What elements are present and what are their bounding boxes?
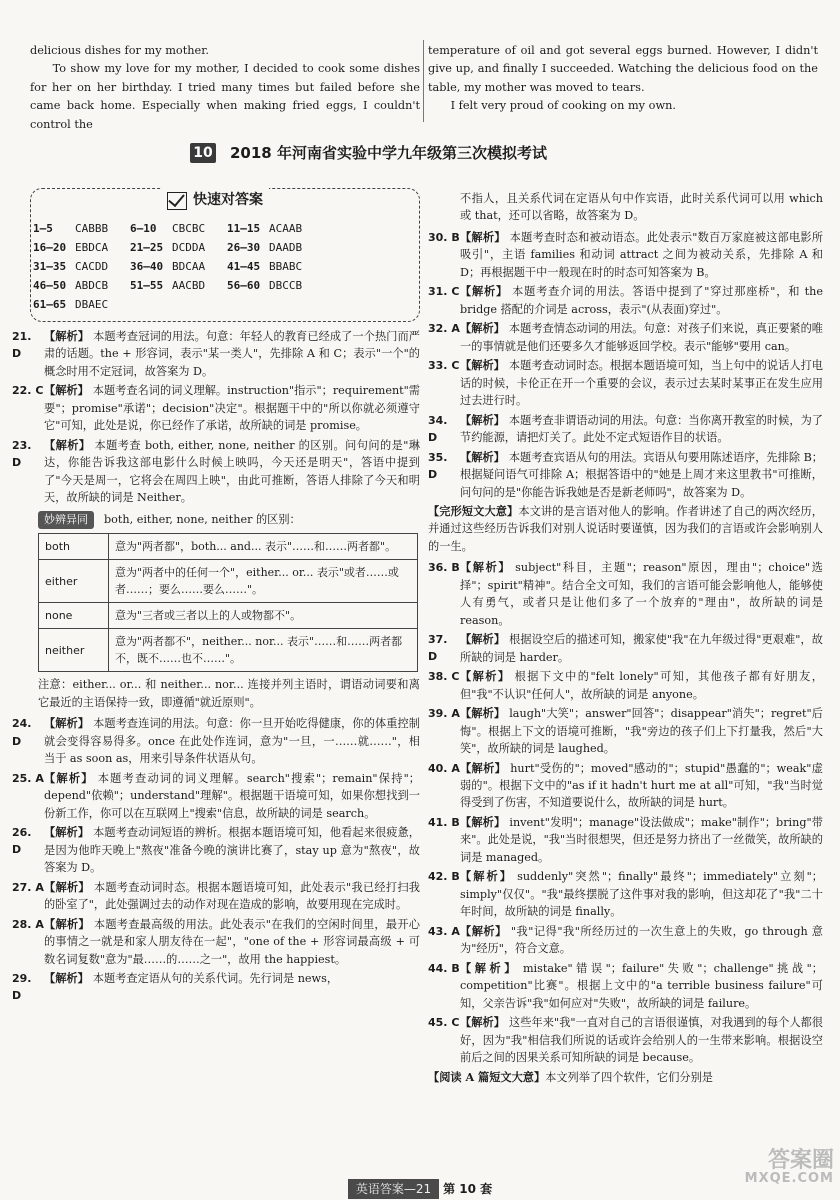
question-explanation	[460, 449, 823, 501]
table-meaning: 意为"两者中的任何一个"，either... or... 表示"或者……或者……；要么……要么……"。	[109, 560, 418, 603]
explanation-text: 根据设空后的描述可知，搬家使"我"在九年级过得"更艰难"，故所缺的词是 harder。	[460, 633, 823, 664]
answer-row	[33, 295, 419, 314]
left-column	[12, 328, 420, 1006]
answer-range: 6—10	[130, 222, 157, 235]
question-number: 35. D	[428, 450, 448, 481]
explanation-tag: 【解析】	[460, 869, 514, 884]
explanation-text: 本题考查名词的词义理解。instruction"指示"；requirement"需要"；promise"承诺"；decision"决定"。根据题干中的"所以你就必须遵守它"可知，此处是说，你已经作了承诺，故所缺的词是 promise。	[44, 384, 420, 433]
explanation-text: laugh"大笑"；answer"回答"；disappear"消失"；regret"后悔"。根据上下文的语境可推断，"我"旁边的孩子们上下打量我，然后"大笑"，故所缺的词是 laughed。	[460, 707, 823, 756]
answer-cell	[227, 257, 324, 276]
explanation-text: hurt"受伤的"；moved"感动的"；stupid"愚蠢的"；weak"虚弱的"。根据下文中的"as if it hadn't hurt me at all"可知，"我"当时觉得受到了伤害，不知道要说什么，故所缺的词是 hurt。	[460, 761, 823, 810]
question-number: 36. B	[428, 561, 460, 575]
table-meaning: 意为"三者或三者以上的人或物都不"。	[109, 603, 418, 629]
question-item	[12, 715, 420, 767]
explanation-text: 根据下文中的"felt lonely"可知，其他孩子都有好朋友，但"我"不认识"任何人"，故所缺的词是 anyone。	[460, 670, 823, 701]
table-note: 注意：either... or... 和 neither... nor... 连接并列主语时，谓语动词要和离它最近的主语保持一致，即遵循"就近原则"。	[38, 678, 420, 709]
question-list	[428, 229, 823, 501]
explanation-tag: 【解析】	[460, 923, 507, 938]
explanation-tag: 【解析】	[460, 632, 506, 647]
answer-title-text: 快速对答案	[193, 192, 263, 208]
quick-answer-box	[30, 188, 420, 322]
answer-range: 46—50	[33, 279, 67, 292]
explanation-text: 本题考查动词时态。根据本题语境可知，当上句中的说话人打电话的时候，卡伦正在开一个重要的会议，表示过去某时某事正在发生应用过去进行时。	[460, 359, 823, 408]
question-item	[428, 923, 823, 958]
question-item	[428, 705, 823, 757]
question-explanation	[460, 320, 823, 355]
explanation-text: suddenly"突然"；finally"最终"；immediately"立刻"；simply"仅仅"。"我"最终摆脱了这件事对我的影响，但这却花了"我"二十年时间，故所缺的词是 finally。	[460, 870, 823, 919]
question-explanation	[44, 879, 420, 914]
explanation-tag: 【解析】	[460, 449, 505, 464]
question-number: 31. C	[428, 285, 460, 299]
answer-cell	[33, 238, 130, 257]
explanation-tag: 【解析】	[44, 879, 90, 894]
answer-letters: EBDCA	[75, 241, 109, 254]
explanation-text: 本题考查时态和被动语态。此处表示"数百万家庭被这部电影所吸引"，主语 families 和动词 attract 之间为被动关系，先排除 A 和 D；再根据题干中一般现在时的时态可知答案为 B。	[460, 230, 823, 279]
explanation-text: 本题考查动词短语的辨析。根据本题语境可知，他看起来很疲惫，是因为他昨天晚上"熬夜"准备今晚的演讲比赛了，stay up 意为"熬夜"，故答案为 D。	[44, 826, 420, 875]
question-item	[428, 868, 823, 920]
top-right-passage	[428, 42, 818, 116]
explanation-tag: 【解析】	[460, 706, 506, 721]
question-explanation	[460, 412, 823, 447]
question-explanation	[44, 770, 420, 822]
answer-row	[33, 257, 419, 276]
question-number: 25. A	[12, 771, 44, 785]
question-item	[428, 668, 823, 703]
explanation-tag: 【解析】	[460, 358, 505, 373]
answer-range: 51—55	[130, 279, 164, 292]
continued-explanation: 不指人，且关系代词在定语从句中作宾语，此时关系代词可以用 which 或 that，还可以省略，故答案为 D。	[460, 192, 823, 223]
explanation-tag: 【解析】	[44, 716, 90, 731]
question-item	[428, 559, 823, 629]
question-list	[12, 328, 420, 507]
question-explanation	[44, 437, 420, 507]
explanation-text: 本题考查定语从句的关系代词。先行词是 news，	[92, 971, 339, 985]
watermark-logo	[745, 1150, 834, 1185]
explanation-text: 本题考查最高级的用法。此处表示"在我们的空闲时间里，最开心的事情之一就是和家人朋友待在一起"，"one of the + 形容词最高级 + 可数名词复数"意为"最……的……之一"，故用 the happiest。	[44, 917, 420, 966]
answer-cell	[33, 295, 130, 314]
answer-range: 11—15	[227, 222, 261, 235]
page-footer	[0, 1178, 840, 1200]
footer-set-label: 第 10 套	[443, 1182, 493, 1196]
question-number: 42. B	[428, 870, 460, 884]
question-number: 23. D	[12, 438, 32, 469]
explanation-tag: 【解析】	[460, 321, 505, 336]
question-number: 37. D	[428, 633, 448, 664]
explanation-tag: 【解析】	[460, 412, 505, 427]
tip-text: both, either, none, neither 的区别：	[104, 512, 301, 526]
answer-letters: ACAAB	[269, 222, 303, 235]
table-row	[39, 629, 418, 672]
question-number: 45. C	[428, 1016, 460, 1030]
answer-range: 36—40	[130, 260, 164, 273]
answer-cell	[130, 219, 227, 238]
answer-letters: DCDDA	[172, 241, 206, 254]
question-item	[428, 760, 823, 812]
passage-paragraph: temperature of oil and got several eggs burned. However, I didn't give up, and finally I succeeded. Watching the delicious food on the table, my mother was moved to tears.	[428, 44, 818, 94]
explanation-text: 本题考查介词的用法。答语中提到了"穿过那座桥"，和 the bridge 搭配的介词是 across，表示"(从表面)穿过"。	[460, 285, 823, 316]
question-explanation	[460, 705, 823, 757]
answer-box-title	[161, 188, 269, 213]
table-row	[39, 534, 418, 560]
question-explanation	[460, 760, 823, 812]
exam-title-banner	[190, 142, 660, 164]
explanation-tag: 【解析】	[44, 383, 89, 398]
question-item	[428, 960, 823, 1012]
answer-range: 16—20	[33, 241, 67, 254]
explanation-text: mistake"错误"；failure"失败"；challenge"挑战"；competition"比赛"。根据上文中的"a terrible business failure"可知，父亲告诉"我"如何应对"失败"，故所缺的词是 failure。	[460, 961, 823, 1010]
explanation-text: 本题考查连词的用法。句意：你一旦开始吃得健康，你的体重控制就会变得容易得多。once 在此处作连词，意为"一旦，一……就……"，相当于 as soon as，用来引导条件状语从句。	[44, 717, 420, 766]
answer-letters: DBCCB	[269, 279, 303, 292]
question-item	[12, 770, 420, 822]
answer-range: 31—35	[33, 260, 67, 273]
answer-letters: CACDD	[75, 260, 109, 273]
explanation-tag: 【解析】	[44, 825, 90, 840]
reading-summary-text: 本文列举了四个软件，它们分别是	[545, 1070, 713, 1084]
question-number: 44. B	[428, 961, 460, 975]
explanation-tag: 【解析】	[460, 560, 512, 575]
tip-badge: 妙辨异同	[38, 511, 94, 530]
answer-letters: DBAEC	[75, 298, 109, 311]
answer-range: 61—65	[33, 298, 67, 311]
question-item	[12, 879, 420, 914]
answer-range: 26—30	[227, 241, 261, 254]
question-number: 24. D	[12, 717, 32, 748]
question-list	[428, 559, 823, 1066]
passage-line: I felt very proud of cooking on my own.	[450, 99, 676, 113]
table-meaning: 意为"两者都"，both... and... 表示"……和……两者都"。	[109, 534, 418, 560]
explanation-tag: 【解析】	[460, 960, 519, 975]
question-number: 32. A	[428, 322, 460, 336]
explanation-text: 本题考查动词时态。根据本题语境可知，此处表示"我已经打扫我的卧室了"，此处强调过去的动作对现在造成的影响，故要用现在完成时。	[44, 880, 420, 912]
comparison-table	[38, 533, 418, 672]
question-explanation	[460, 1014, 823, 1066]
answer-range: 56—60	[227, 279, 261, 292]
answer-cell	[227, 238, 324, 257]
top-left-passage	[30, 42, 420, 134]
right-column	[428, 188, 823, 1090]
explanation-tag: 【解析】	[44, 916, 90, 931]
explanation-text: 本题考查非谓语动词的用法。句意：当你离开教室的时候，为了节约能源，请把灯关了。此处不定式短语作目的状语。	[460, 413, 823, 445]
question-item	[12, 916, 420, 968]
question-explanation	[460, 814, 823, 866]
question-item	[12, 382, 420, 434]
column-divider	[423, 40, 424, 122]
table-meaning: 意为"两者都不"，neither... nor... 表示"……和……两者都不，既不……也不……"。	[109, 629, 418, 672]
question-item	[428, 412, 823, 447]
question-explanation	[460, 283, 823, 318]
cloze-summary-tag: 【完形短文大意】	[428, 503, 519, 518]
question-explanation	[44, 916, 420, 968]
question-number: 38. C	[428, 670, 460, 684]
question-explanation	[460, 923, 823, 958]
answer-cell	[33, 276, 130, 295]
explanation-tag: 【解析】	[44, 770, 94, 785]
question-explanation	[44, 382, 420, 434]
question-number: 26. D	[12, 826, 32, 857]
explanation-text: 本题考查 both, either, none, neither 的区别。问句问的是"琳达，你能告诉我这部电影什么时候上映吗，今天还是明天"，答语中提到了"今天是周一，它将会在周四上映"，由此可推断，答语人排除了今天和明天，故所缺的词是 Neither。	[44, 438, 420, 505]
explanation-tag: 【解析】	[460, 284, 509, 299]
answer-range: 21—25	[130, 241, 164, 254]
question-item	[428, 631, 823, 666]
question-number: 30. B	[428, 230, 460, 244]
table-word: none	[39, 603, 109, 629]
explanation-text: 本题考查冠词的用法。句意：年轻人的教育已经成了一个热门而严肃的话题。the + 形容词，表示"某一类人"，先排除 A 和 C；表示"一个"的概念时用不定冠词，故答案为 D。	[44, 330, 420, 378]
answer-row	[33, 219, 419, 238]
question-number: 40. A	[428, 761, 460, 775]
answer-range: 41—45	[227, 260, 261, 273]
exam-title: 2018 年河南省实验中学九年级第三次模拟考试	[230, 143, 547, 162]
explanation-text: 本题考查宾语从句的用法。宾语从句要用陈述语序，先排除 B；根据疑问语气可排除 A；根据答语中的"她是上周才来这里教书"可推断，问句问的是"你能告诉我她是否是新老师吗"，故答案为 D。	[460, 450, 823, 499]
watermark-text: 答案圈	[767, 1148, 834, 1173]
answer-cell	[227, 276, 324, 295]
question-explanation	[460, 868, 823, 920]
question-item	[428, 320, 823, 355]
question-item	[12, 824, 420, 876]
answer-letters: BDCAA	[172, 260, 206, 273]
explanation-text: 本题考查情态动词的用法。句意：对孩子们来说，真正要紧的唯一的事情就是他们还要多久才能够返回学校。表示"能够"要用 can。	[460, 322, 823, 353]
passage-paragraph: To show my love for my mother, I decided to cook some dishes for her on her birthday. I tried many times but failed before she came back home. Especially when making fried eggs, I couldn't control the	[30, 62, 420, 131]
question-number: 39. A	[428, 707, 460, 721]
watermark-url: MXQE.COM	[744, 1171, 834, 1186]
explanation-tag: 【解析】	[44, 329, 90, 343]
question-item	[428, 1014, 823, 1066]
question-item	[428, 814, 823, 866]
reading-summary	[428, 1069, 823, 1086]
question-list	[12, 715, 420, 1004]
exam-number-badge: 10	[190, 143, 216, 163]
question-item	[428, 357, 823, 409]
question-item	[12, 437, 420, 507]
explanation-tag: 【解析】	[460, 814, 506, 829]
question-explanation	[460, 631, 823, 666]
question-explanation	[460, 960, 823, 1012]
answer-grid	[33, 219, 419, 314]
question-item	[428, 449, 823, 501]
explanation-text: subject"科目，主题"；reason"原因，理由"；choice"选择"；spirit"精神"。结合全文可知，我们的言语可能会影响他人，能够使人有勇气，或者只是让他们多了一个放弃的"理由"，故所缺的词是 reason。	[460, 561, 823, 627]
question-item	[428, 283, 823, 318]
question-number: 43. A	[428, 924, 460, 938]
question-explanation	[44, 824, 420, 876]
table-row	[39, 560, 418, 603]
question-number: 34. D	[428, 413, 448, 444]
answer-letters: CBCBC	[172, 222, 206, 235]
answer-cell	[130, 238, 227, 257]
question-explanation	[460, 559, 823, 629]
explanation-tag: 【解析】	[460, 1015, 505, 1030]
question-item	[12, 970, 420, 1004]
answer-cell	[130, 257, 227, 276]
checkmark-icon	[167, 192, 187, 210]
answer-range: 1—5	[33, 222, 53, 235]
answer-letters: DAADB	[269, 241, 303, 254]
cloze-summary-text: 本文讲的是言语对他人的影响。作者讲述了自己的两次经历，并通过这些经历告诉我们对别人说话时要谨慎，因为我们的言语或许会影响别人的一生。	[428, 504, 823, 553]
question-explanation	[460, 357, 823, 409]
question-number: 41. B	[428, 815, 460, 829]
answer-cell	[130, 276, 227, 295]
answer-letters: BBABC	[269, 260, 303, 273]
question-number: 21. D	[12, 330, 32, 361]
answer-cell	[33, 219, 130, 238]
question-explanation	[460, 229, 823, 281]
explanation-tag: 【解析】	[44, 437, 91, 452]
answer-letters: AACBD	[172, 279, 206, 292]
question-explanation	[44, 328, 420, 380]
question-explanation	[44, 715, 420, 767]
explanation-tag: 【解析】	[460, 229, 506, 244]
explanation-text: invent"发明"；manage"设法做成"；make"制作"；bring"带来"。此处是说，"我"当时很想哭，但还是努力挤出了一丝微笑，故所缺的词是 managed。	[460, 815, 823, 864]
table-word: both	[39, 534, 109, 560]
question-explanation	[44, 970, 420, 1004]
table-word: neither	[39, 629, 109, 672]
tip-header	[38, 511, 420, 530]
answer-cell	[33, 257, 130, 276]
explanation-tag: 【解析】	[44, 970, 89, 985]
question-number: 28. A	[12, 917, 44, 931]
answer-letters: CABBB	[75, 222, 109, 235]
question-number: 22. C	[12, 384, 44, 398]
passage-line: delicious dishes for my mother.	[30, 44, 209, 57]
answer-row	[33, 238, 419, 257]
table-row	[39, 603, 418, 629]
question-item	[12, 328, 420, 380]
explanation-text: "我"记得"我"所经历过的一次生意上的失败，go through 意为"经历"，符合文意。	[460, 924, 823, 956]
question-number: 29. D	[12, 971, 32, 1003]
explanation-tag: 【解析】	[460, 669, 511, 684]
explanation-text: 这些年来"我"一直对自己的言语很谨慎，对我遇到的每个人都很好，因为"我"相信我们所说的话或许会给别人的一生带来影响。根据设空前后之间的因果关系可知所缺的词是 because。	[460, 1016, 823, 1065]
reading-summary-tag: 【阅读 A 篇短文大意】	[428, 1069, 546, 1084]
answer-row	[33, 276, 419, 295]
table-word: either	[39, 560, 109, 603]
explanation-tag: 【解析】	[460, 760, 507, 775]
footer-page-label: 英语答案—21	[348, 1179, 439, 1199]
cloze-summary	[428, 503, 823, 555]
answer-cell	[227, 219, 324, 238]
question-number: 33. C	[428, 359, 460, 373]
explanation-text: 本题考查动词的词义理解。search"搜索"；remain"保持"；depend"依赖"；understand"理解"。根据题干语境可知，如果你想找到一份新工作，你可以在互联网上"搜索"信息，故所缺的词是 search。	[44, 771, 420, 820]
question-number: 27. A	[12, 880, 44, 894]
answer-letters: ABDCB	[75, 279, 109, 292]
question-explanation	[460, 668, 823, 703]
question-item	[428, 229, 823, 281]
